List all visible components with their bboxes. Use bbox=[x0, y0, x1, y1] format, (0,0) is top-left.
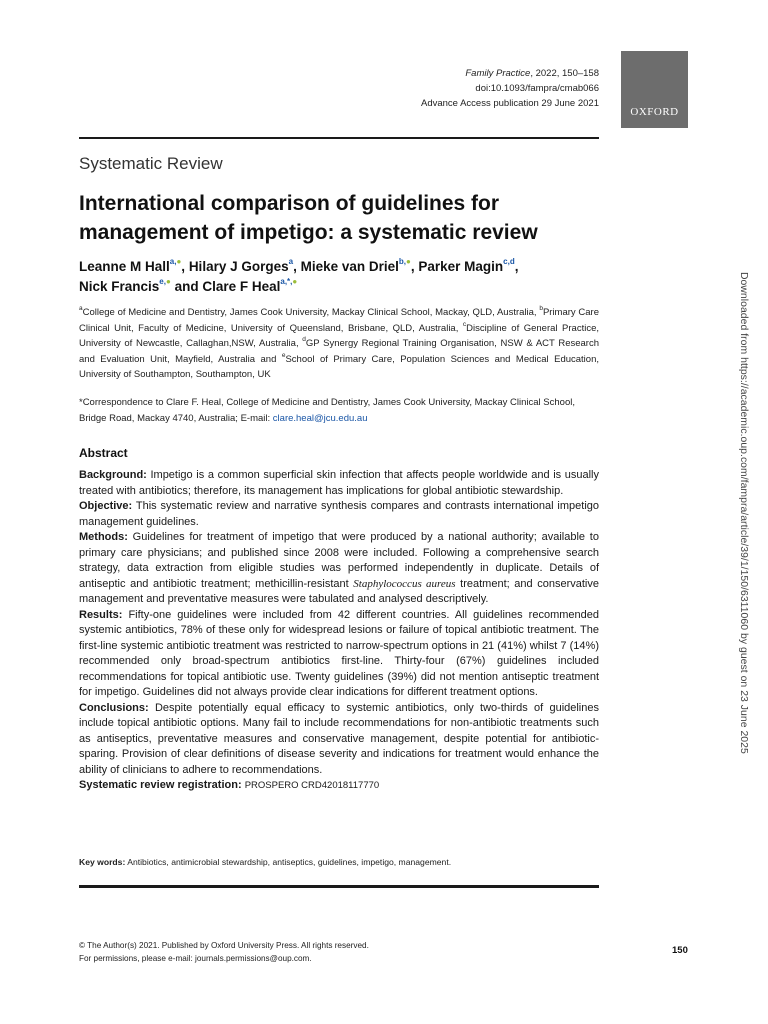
permissions-line: For permissions, please e-mail: journals.permissions@oup.com. bbox=[79, 954, 312, 963]
affiliation: GP Synergy Regional Training Organisation, NSW & ACT Research and Evaluation Unit, Mayfield, Australia and bbox=[79, 338, 599, 365]
download-watermark bbox=[734, 272, 754, 762]
affiliation: School of Primary Care, Population Sciences and Medical Education, University of Southampton, Southampton, UK bbox=[79, 353, 599, 381]
author[interactable]: Hilary J Gorges$^a$ bbox=[188, 257, 294, 274]
journal-info bbox=[421, 66, 599, 111]
author-list: Leanne M Hall$^{a,●}$, Hilary J Gorges$^a$, Mieke van Driel$^{b,●}$, Parker Magin$^{c,d}$, Nick Francis$^{e,●}$ and Clare F Heal$^{a,*,●}$ bbox=[79, 257, 519, 294]
abstract-body bbox=[79, 468, 599, 794]
footer-copyright bbox=[79, 939, 369, 965]
doi[interactable]: doi:10.1093/fampra/cmab066 bbox=[475, 83, 599, 94]
abstract-conclusions: Conclusions: Despite potentially equal efficacy to systemic antibiotics, only two-thirds of guidelines include topical antibiotic options. Many fail to include recommendations for non-antibiotic treatments such as antiseptics, preventative measures and conservative management, despite potential for antibiotic-sparing. Provision of clear definitions of disease severity and indications for treatment would enhance the ability of clinicians to adhere to recommendations. bbox=[79, 701, 599, 776]
keywords-text: Antibiotics, antimicrobial stewardship, antiseptics, guidelines, impetigo, management. bbox=[127, 857, 452, 867]
advance-access: Advance Access publication 29 June 2021 bbox=[421, 98, 599, 109]
abstract-heading: Abstract bbox=[79, 446, 128, 460]
abstract-objective: Objective: This systematic review and narrative synthesis compares and contrasts international impetigo management guidelines. bbox=[79, 500, 600, 528]
top-rule bbox=[79, 137, 599, 139]
affiliation: College of Medicine and Dentistry, James Cook University, Mackay Clinical School, Mackay, QLD, Australia, bbox=[82, 307, 540, 318]
orcid-icon: ● bbox=[405, 257, 411, 266]
oxford-logo-text: OXFORD bbox=[630, 106, 679, 118]
bottom-rule bbox=[79, 885, 599, 888]
keywords-label: Key words: bbox=[79, 857, 126, 867]
oxford-logo bbox=[621, 51, 688, 128]
species-name: Staphylococcus aureus bbox=[353, 577, 456, 590]
affiliation: Primary Care Clinical Unit, Faculty of Medicine, University of Queensland, Brisbane, QLD, Australia, bbox=[79, 307, 600, 334]
abstract-methods: Methods: Guidelines for treatment of impetigo that were produced by a national authority; available to primary care physicians; and published since 2008 were included. Following a comprehensive search strategy, data extraction from eligible studies was performed independently in duplicate. Details of antiseptic and antibiotic treatment; methicillin-resistant Staphylococcus aureus treatment; and conservative management and preventative measures were tabulated and analysed descriptively. bbox=[79, 531, 599, 605]
orcid-icon: ● bbox=[165, 277, 171, 286]
copyright-line: © The Author(s) 2021. Published by Oxford University Press. All rights reserved. bbox=[79, 941, 369, 950]
download-note-text: Downloaded from https://academic.oup.com/fampra/article/39/1/150/6311060 by guest on 23 June 2025 bbox=[738, 272, 749, 754]
orcid-icon: ● bbox=[292, 277, 298, 286]
affiliation: Discipline of General Practice, University of Newcastle, Callaghan,NSW, Australia, bbox=[79, 322, 599, 350]
abstract-background: Background: Impetigo is a common superficial skin infection that affects people worldwide and is usually treated with antibiotics; therefore, its management has implications for global antibiotic stewardship. bbox=[79, 469, 599, 497]
author[interactable]: Mieke van Driel$^{b,●}$ bbox=[300, 257, 411, 274]
journal-name: Family Practice bbox=[465, 68, 531, 79]
keywords bbox=[79, 857, 451, 867]
page-number: 150 bbox=[672, 945, 688, 956]
correspondence-email-link[interactable]: clare.heal@jcu.edu.au bbox=[272, 412, 368, 424]
correspondence bbox=[79, 395, 599, 426]
author[interactable]: Leanne M Hall$^{a,●}$ bbox=[79, 257, 182, 274]
author[interactable]: Parker Magin$^{c,d}$ bbox=[418, 257, 515, 274]
article-title: International comparison of guidelines for management of impetigo: a systematic review bbox=[79, 192, 538, 244]
affiliations: $^a$College of Medicine and Dentistry, James Cook University, Mackay Clinical School, Mackay, QLD, Australia, $^b$Primary Care Clinical Unit, Faculty of Medicine, University of Queensland, Brisbane, QLD, Australia, $^c$Discipline of General Practice, University of Newcastle, Callaghan,NSW, Australia, $^d$GP Synergy Regional Training Organisation, NSW & ACT Research and Evaluation Unit, Mayfield, Australia and $^e$School of Primary Care, Population Sciences and Medical Education, University of Southampton, Southampton, UK bbox=[79, 305, 600, 381]
journal-pages: , 2022, 150–158 bbox=[530, 68, 599, 79]
author[interactable]: Clare F Heal$^{a,*,●}$ bbox=[202, 277, 298, 294]
journal-citation bbox=[421, 66, 599, 81]
abstract-results: Results: Fifty-one guidelines were included from 42 different countries. All guidelines recommended systemic antibiotics, 78% of these only for widespread lesions or failure of topical antibiotic treatment. The first-line systemic antibiotic treatment was restricted to narrow-spectrum options in 21 (41%) whilst 7 (14%) recommended only broad-spectrum antibiotics first-line. Thirty-four (67%) guidelines included recommendations for topical antibiotic use. Twenty guidelines (39%) did not mention antiseptic treatment for impetigo. Guidelines did not always provide clear indications for different treatment options. bbox=[79, 608, 599, 698]
article-type: Systematic Review bbox=[79, 154, 223, 173]
orcid-icon: ● bbox=[176, 257, 182, 266]
abstract-registration: Systematic review registration: PROSPERO CRD42018117770 bbox=[79, 779, 380, 791]
author[interactable]: Nick Francis$^{e,●}$ bbox=[79, 277, 171, 294]
correspondence-text: *Correspondence to Clare F. Heal, College of Medicine and Dentistry, James Cook University, Mackay Clinical School, Bridge Road, Mackay 4740, Australia; E-mail: bbox=[79, 397, 575, 424]
